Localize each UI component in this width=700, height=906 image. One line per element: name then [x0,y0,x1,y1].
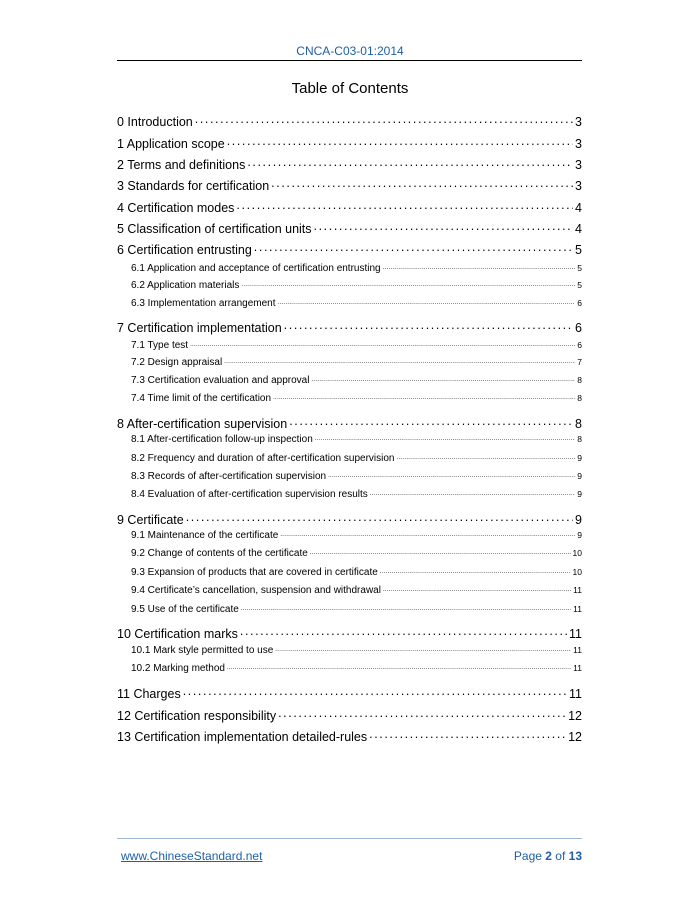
toc-entry-title: 9 Certificate [117,512,184,527]
footer-divider [117,838,582,839]
toc-entry[interactable] [117,340,582,351]
toc-entry[interactable] [117,298,582,309]
toc-entry[interactable] [117,471,582,482]
toc-leader-dots [224,357,575,365]
toc-entry-page: 3 [575,114,582,129]
toc-entry-page: 11 [569,686,582,701]
toc-entry[interactable] [117,415,582,431]
toc-entry-page: 10 [572,548,582,558]
document-code: CNCA-C03-01:2014 [296,44,404,58]
toc-entry-page: 7 [577,357,582,367]
toc-entry[interactable] [117,511,582,527]
toc-leader-dots [278,707,566,720]
toc-entry-title: 8.4 Evaluation of after-certification supervision results [131,489,368,500]
toc-entry-title: 8 After-certification supervision [117,416,288,431]
toc-entry-title: 10 Certification marks [117,626,238,641]
toc-leader-dots [247,156,573,169]
toc-entry-title: 13 Certification implementation detailed-rules [117,729,368,744]
toc-entry-page: 10 [572,567,582,577]
toc-leader-dots [227,663,571,671]
toc-entry[interactable] [117,548,582,559]
toc-entry-page: 11 [573,645,582,655]
page-title: Table of Contents [291,80,409,97]
toc-leader-dots [311,375,575,383]
toc-leader-dots [254,241,573,254]
toc-entry-title: 9.4 Certificate’s cancellation, suspension and withdrawal [131,585,381,596]
toc-entry[interactable] [117,177,582,193]
toc-entry-page: 3 [575,136,582,151]
toc-entry[interactable] [117,393,582,404]
toc-entry-title: 8.1 After-certification follow-up inspection [131,434,313,445]
website-link[interactable]: www.ChineseStandard.net [121,849,263,863]
toc-leader-dots [190,340,575,348]
toc-entry[interactable] [117,530,582,541]
toc-entry[interactable] [117,357,582,368]
toc-entry[interactable] [117,604,582,615]
toc-entry[interactable] [117,113,582,129]
toc-entry-page: 12 [568,708,582,723]
toc-leader-dots [383,263,576,271]
toc-entry-title: 6 Certification entrusting [117,242,252,257]
toc-entry-title: 10.1 Mark style permitted to use [131,645,274,656]
toc-entry-title: 9.1 Maintenance of the certificate [131,530,279,541]
toc-entry[interactable] [117,585,582,596]
toc-entry-page: 8 [577,375,582,385]
toc-entry-page: 6 [577,298,582,308]
toc-entry-page: 5 [575,242,582,257]
toc-entry-title: 8.3 Records of after-certification supervision [131,471,327,482]
toc-entry[interactable] [117,728,582,744]
toc-leader-dots [396,453,575,461]
toc-entry[interactable] [117,453,582,464]
toc-entry[interactable] [117,707,582,723]
toc-entry[interactable] [117,434,582,445]
toc-leader-dots [240,625,567,638]
toc-leader-dots [195,113,573,126]
toc-entry-page: 11 [573,585,582,595]
toc-leader-dots [236,199,573,212]
toc-entry[interactable] [117,263,582,274]
toc-entry-page: 6 [575,320,582,335]
toc-entry-title: 2 Terms and definitions [117,157,246,172]
toc-leader-dots [310,548,571,556]
toc-entry[interactable] [117,567,582,578]
toc-leader-dots [315,434,576,442]
toc-entry-title: 1 Application scope [117,136,225,151]
toc-entry[interactable] [117,685,582,701]
toc-entry-page: 3 [575,178,582,193]
toc-entry-title: 7.2 Design appraisal [131,357,223,368]
toc-entry[interactable] [117,663,582,674]
toc-leader-dots [273,393,575,401]
toc-leader-dots [241,280,575,288]
current-page: 2 [545,849,552,863]
toc-entry[interactable] [117,135,582,151]
toc-entry[interactable] [117,199,582,215]
toc-entry-title: 6.3 Implementation arrangement [131,298,276,309]
toc-leader-dots [314,220,574,233]
toc-entry-page: 3 [575,157,582,172]
toc-entry-title: 9.2 Change of contents of the certificate [131,548,308,559]
header-divider [117,60,582,61]
toc-entry-page: 9 [575,512,582,527]
toc-entry-title: 7.1 Type test [131,340,189,351]
toc-entry-title: 10.2 Marking method [131,663,225,674]
toc-leader-dots [289,415,573,428]
toc-entry-title: 11 Charges [117,686,181,701]
toc-entry-page: 9 [577,453,582,463]
toc-entry-page: 4 [575,221,582,236]
toc-entry-title: 9.5 Use of the certificate [131,604,239,615]
toc-entry-page: 5 [577,280,582,290]
toc-entry-page: 6 [577,340,582,350]
page-prefix: Page [513,849,546,863]
toc-entry[interactable] [117,625,582,641]
toc-entry-title: 3 Standards for certification [117,178,270,193]
toc-entry-title: 6.2 Application materials [131,280,240,291]
toc-entry-title: 9.3 Expansion of products that are covered in certificate [131,567,378,578]
toc-entry[interactable] [117,280,582,291]
page-of: of [551,849,569,863]
toc-entry-title: 6.1 Application and acceptance of certification entrusting [131,263,381,274]
toc-entry-page: 9 [577,530,582,540]
toc-entry-page: 9 [577,489,582,499]
page-number [514,849,582,863]
toc-leader-dots [380,567,571,575]
toc-entry-title: 7.3 Certification evaluation and approval [131,375,310,386]
toc-leader-dots [370,489,575,497]
toc-entry[interactable] [117,220,582,236]
toc-entry-title: 5 Classification of certification units [117,221,312,236]
toc-entry-page: 4 [575,200,582,215]
toc-entry-page: 8 [577,393,582,403]
toc-entry[interactable] [117,489,582,500]
toc-entry-page: 9 [577,471,582,481]
toc-entry-page: 8 [577,434,582,444]
toc-entry-title: 7 Certification implementation [117,320,282,335]
toc-leader-dots [275,645,571,653]
toc-leader-dots [227,135,573,148]
toc-leader-dots [186,511,573,524]
toc-entry-title: 0 Introduction [117,114,193,129]
toc-leader-dots [278,298,576,306]
toc-leader-dots [241,604,571,612]
toc-entry-page: 8 [575,416,582,431]
toc-leader-dots [183,685,567,698]
toc-leader-dots [284,319,573,332]
toc-entry[interactable] [117,241,582,257]
toc-entry-page: 11 [573,604,582,614]
toc-entry-title: 12 Certification responsibility [117,708,277,723]
toc-leader-dots [383,585,571,593]
toc-leader-dots [328,471,575,479]
toc-leader-dots [280,530,575,538]
toc-entry-title: 7.4 Time limit of the certification [131,393,272,404]
toc-entry-title: 4 Certification modes [117,200,235,215]
toc-entry[interactable] [117,645,582,656]
toc-entry[interactable] [117,375,582,386]
toc-entry-page: 11 [573,663,582,673]
toc-entry-page: 5 [577,263,582,273]
total-pages: 13 [568,849,582,863]
toc-entry-page: 11 [569,626,582,641]
toc-entry-page: 12 [568,729,582,744]
toc-entry[interactable] [117,156,582,172]
toc-entry[interactable] [117,319,582,335]
toc-leader-dots [369,728,566,741]
toc-entry-title: 8.2 Frequency and duration of after-certification supervision [131,453,395,464]
toc-leader-dots [271,177,573,190]
